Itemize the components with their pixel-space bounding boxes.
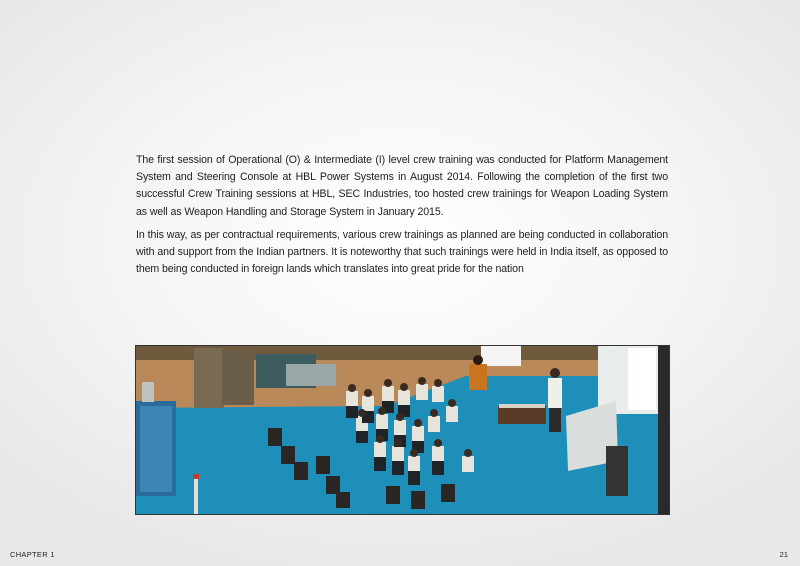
page-number: 21 (779, 550, 788, 559)
paragraph-1: The first session of Operational (O) & Intermediate (I) level crew training was conducted for Platform Management System and Steering Console at HBL Power Systems in August 2014. Following the completion of the first two successful Crew Training sessions at HBL, SEC Industries, too hosted crew trainings for Weapon Loading System as well as Weapon Handling and Storage System in January 2015. (136, 154, 668, 218)
crew-training-photo (135, 345, 670, 515)
chapter-label: CHAPTER 1 (10, 550, 55, 559)
paragraph-2: In this way, as per contractual requirements, various crew trainings as planned are being conducted in collaboration with and support from the Indian partners. It is noteworthy that such trainings were held in India itself, as opposed to them being conducted in foreign lands which translates into great pride for the nation (136, 229, 668, 276)
training-hall-illustration (136, 346, 669, 514)
